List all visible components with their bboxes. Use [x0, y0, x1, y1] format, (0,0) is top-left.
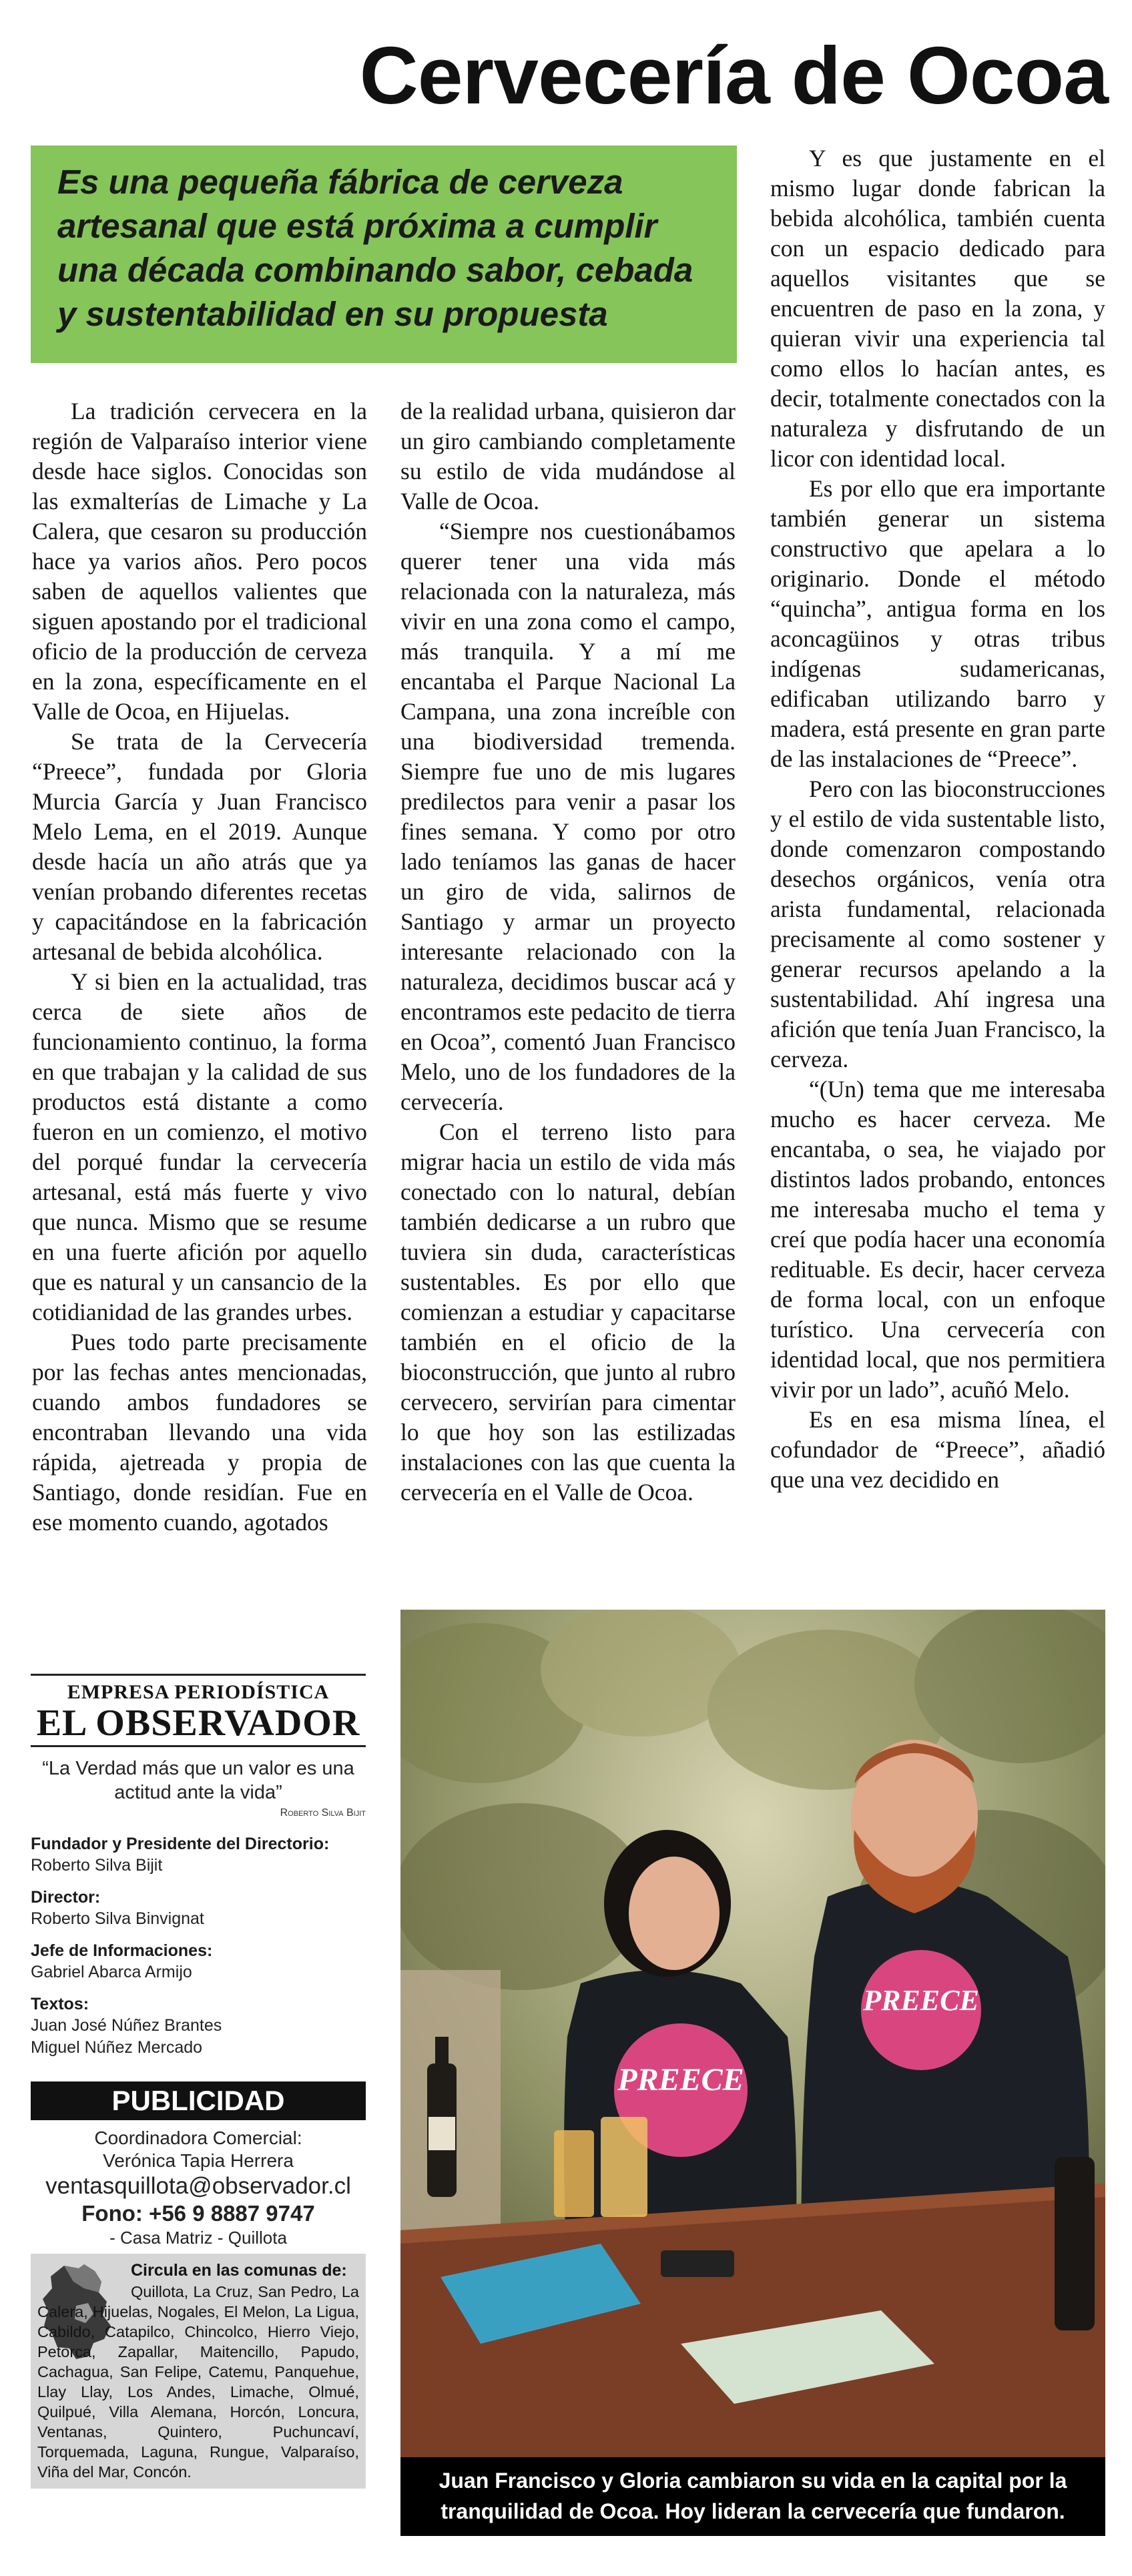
photo-illustration [400, 1610, 1105, 2457]
phone-number: Fono: +56 9 8887 9747 [81, 2201, 315, 2226]
staff-name: Miguel Núñez Mercado [31, 2038, 203, 2057]
article-title: Cervecería de Ocoa [359, 30, 1108, 121]
staff-name: Roberto Silva Bijit [31, 1856, 163, 1875]
paragraph: Se trata de la Cervecería “Preece”, fundada por Gloria Murcia García y Juan Francisco Melo Lema, en el 2019. Aunque desde hacía un año atrás que ya venían probando diferentes recetas y capacitándose en la fabricación artesanal de bebida alcohólica. [32, 728, 367, 965]
advertising-name: Verónica Tapia Herrera [103, 2150, 294, 2171]
newspaper-name: EL OBSERVADOR [36, 1702, 360, 1744]
staff-role: Textos: [31, 1995, 89, 2013]
motto-author: Roberto Silva Bijit [280, 1807, 366, 1819]
article-photo [400, 1610, 1105, 2457]
staff-role: Fundador y Presidente del Directorio: [31, 1835, 330, 1853]
company-label: EMPRESA PERIODÍSTICA [67, 1681, 330, 1703]
office-label: - Casa Matriz - Quillota [109, 2228, 287, 2248]
staff-list [31, 1834, 366, 2059]
article-subheading-box [31, 145, 737, 363]
article-subheading: Es una pequeña fábrica de cerveza artesanal que está próxima a cumplir una década combinando sabor, cebada y sustentabilidad en su propuesta [57, 163, 693, 333]
paragraph: Y si bien en la actualidad, tras cerca de siete años de funcionamiento continuo, la forma en que trabajan y la calidad de sus productos está distante a como fueron en un comienzo, el motivo del porqué fundar la cervecería artesanal, está más fuerte y vivo que nunca. Mismo que se resume en una fuerte afición por aquello que es natural y un cansancio de la cotidianidad de las grandes urbes. [32, 968, 367, 1325]
advertising-role: Coordinadora Comercial: [94, 2128, 302, 2148]
staff-role: Director: [31, 1888, 101, 1907]
photo-caption: Juan Francisco y Gloria cambiaron su vida en la capital por la tranquilidad de Ocoa. Hoy lideran la cervecería que fundaron. [400, 2457, 1105, 2536]
advertising-heading: PUBLICIDAD [31, 2081, 366, 2120]
paragraph: La tradición cervecera en la región de Valparaíso interior viene desde hace siglos. Conocidas son las exmalterías de Limache y La Calera, que cesaron su producción hace ya varios años. Pero pocos saben de aquellos valientes que siguen apostando por el tradicional oficio de la producción de cerveza en la zona, específicamente en el Valle de Ocoa, en Hijuelas. [32, 398, 367, 725]
staff-name: Juan José Núñez Brantes [31, 2016, 222, 2035]
paragraph: Es por ello que era importante también generar un sistema constructivo que apelara a lo originario. Donde el método “quincha”, antigua forma en los aconcagüinos y otras tribus indígenas sudamericanas, edificaban utilizando barro y madera, está presente en gran parte de las instalaciones de “Preece”. [770, 475, 1105, 772]
article-column-2 [400, 396, 736, 1598]
email-link[interactable]: ventasquillota@observador.cl [45, 2173, 351, 2199]
paragraph: Pero con las bioconstrucciones y el estilo de vida sustentable listo, donde comenzaron compostando desechos orgánicos, venía otra arista fundamental, relacionada precisamente al como sostener y generar recursos apelando a la sustentabilidad. Ahí ingresa una afición que tenía Juan Francisco, la cerveza. [770, 775, 1105, 1072]
paragraph: Con el terreno listo para migrar hacia un estilo de vida más conectado con lo natural, debían también dedicarse a un rubro que tuviera sin duda, características sustentables. Es por ello que comienzan a estudiar y capacitarse también en el oficio de la bioconstrucción, que junto al rubro cervecero, servirían para cimentar lo que hoy son las estilizadas instalaciones con las que cuenta la cervecería en el Valle de Ocoa. [400, 1118, 736, 1506]
circulation-title: Circula en las comunas de: [131, 2261, 347, 2280]
masthead [31, 1674, 366, 2489]
paragraph: Y es que justamente en el mismo lugar donde fabrican la bebida alcohólica, también cuenta con un espacio dedicado para aquellos visitantes que se encuentren de paso en la zona, y quieran vivir una experiencia tal como ellos lo hacían antes, es decir, totalmente conectados con la naturaleza y disfrutando de un licor con identidad local. [770, 145, 1105, 472]
staff-role: Jefe de Informaciones: [31, 1941, 213, 1960]
staff-name: Gabriel Abarca Armijo [31, 1963, 192, 1981]
staff-name: Roberto Silva Binvignat [31, 1909, 204, 1928]
circulation-list: Quillota, La Cruz, San Pedro, La Calera, Hijuelas, Nogales, El Melon, La Ligua, Cabildo, Catapilco, Chincolco, Hierro Viejo, Petorca, Zapallar, Maitencillo, Papudo, Cachagua, San Felipe, Catemu, Panquehue, Llay Llay, Los Andes, Limache, Olmué, Quilpué, Villa Alemana, Horcón, Loncura, Ventanas, Quintero, Puchuncaví, Torquemada, Laguna, Rungue, Valparaíso, Viña del Mar, Concón. [37, 2283, 359, 2481]
shirt-logo-text: PREECE [863, 1984, 979, 2017]
article-column-1 [32, 396, 367, 1661]
article-column-3 [770, 143, 1105, 1604]
circulation-box [31, 2254, 366, 2489]
paragraph: “Siempre nos cuestionábamos querer tener una vida más relacionada con la naturaleza, más vivir en una zona como el campo, más tranquila. Y a mí me encantaba el Parque Nacional La Campana, una zona increíble con una biodiversidad tremenda. Siempre fue uno de mis lugares predilectos para venir a pasar los fines semana. Y como por otro lado teníamos las ganas de hacer un giro de vida, salirnos de Santiago y armar un proyecto interesante relacionado con la naturaleza, decidimos buscar acá y encontramos este pedacito de tierra en Ocoa”, comentó Juan Francisco Melo, uno de los fundadores de la cervecería. [400, 518, 736, 1115]
divider [31, 1745, 366, 1747]
motto: “La Verdad más que un valor es una actitud ante la vida” [42, 1758, 354, 1803]
masthead-header [31, 1674, 366, 1742]
paragraph: Es en esa misma línea, el cofundador de “Preece”, añadió que una vez decidido en [770, 1406, 1105, 1493]
paragraph: “(Un) tema que me interesaba mucho es hacer cerveza. Me encantaba, o sea, he viajado por distintos lados probando, entonces me interesaba mucho el tema y creí que podía hacer una economía redituable. Es decir, hacer cerveza de forma local, con un enfoque turístico. Una cervecería con identidad local, que nos permitiera vivir por un lado”, acuñó Melo. [770, 1076, 1105, 1403]
shirt-logo-text: PREECE [617, 2062, 744, 2098]
paragraph: Pues todo parte precisamente por las fechas antes mencionadas, cuando ambos fundadores se encontraban llevando una vida rápida, ajetreada y propia de Santiago, donde residían. Fue en ese momento cuando, agotados [32, 1329, 367, 1536]
paragraph: de la realidad urbana, quisieron dar un giro cambiando completamente su estilo de vida mudándose al Valle de Ocoa. [400, 398, 736, 515]
advertising-contact [31, 2120, 366, 2248]
